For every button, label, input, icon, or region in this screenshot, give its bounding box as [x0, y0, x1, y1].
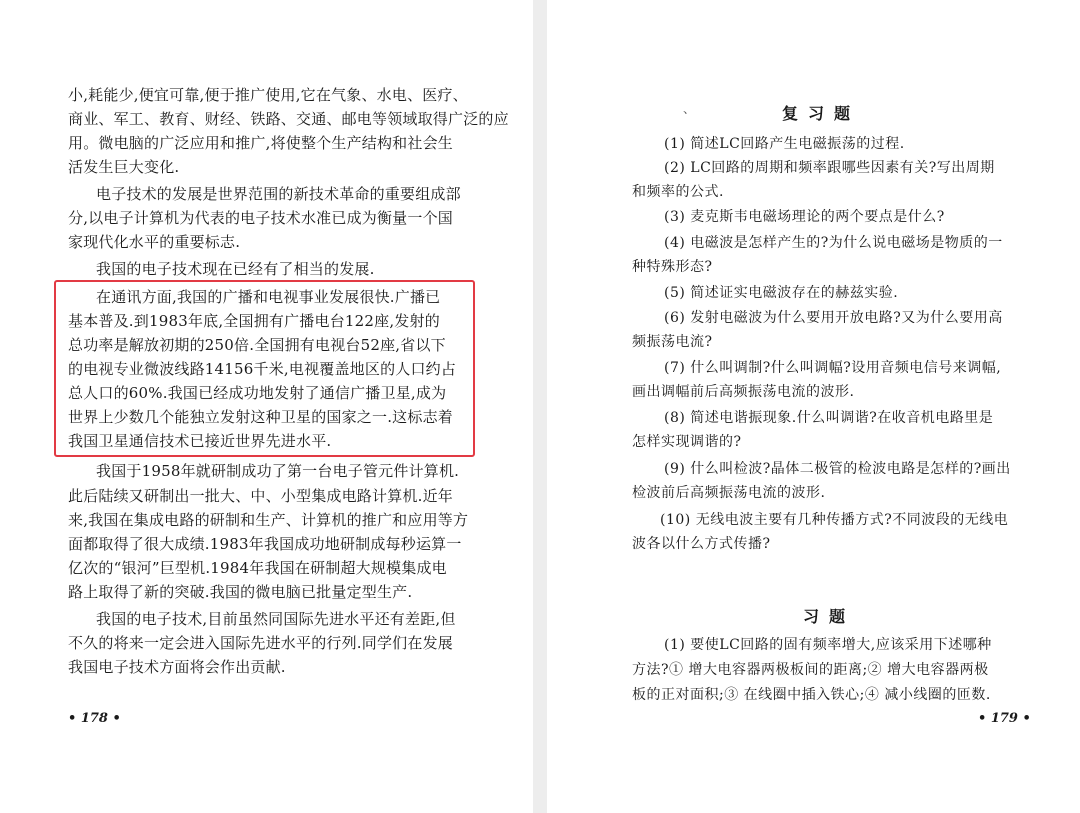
exercise-line: 板的正对面积;③ 在线圈中插入铁心;④ 减小线圈的匝数. [632, 687, 991, 703]
left-text-line: 我国的电子技术现在已经有了相当的发展. [96, 260, 375, 278]
review-question-line: (5) 简述证实电磁波存在的赫兹实验. [664, 285, 899, 301]
left-page-number: • 178 • [68, 711, 121, 726]
left-text-line: 小,耗能少,便宜可靠,便于推广使用,它在气象、水电、医疗、 [68, 86, 468, 104]
left-text-line: 活发生巨大变化. [68, 158, 180, 176]
left-text-line: 不久的将来一定会进入国际先进水平的行列.同学们在发展 [68, 634, 453, 652]
highlighted-text-line: 基本普及.到1983年底,全国拥有广播电台122座,发射的 [68, 312, 440, 330]
left-text-line: 来,我国在集成电路的研制和生产、计算机的推广和应用等方 [68, 511, 469, 529]
left-text-line: 用。微电脑的广泛应用和推广,将使整个生产结构和社会生 [68, 134, 453, 152]
left-text-line: 我国的电子技术,目前虽然同国际先进水平还有差距,但 [96, 610, 456, 628]
review-question-line: (4) 电磁波是怎样产生的?为什么说电磁场是物质的一 [664, 235, 1003, 251]
review-question-line: (3) 麦克斯韦电磁场理论的两个要点是什么? [664, 209, 945, 225]
left-text-line: 亿次的“银河”巨型机.1984年我国在研制超大规模集成电 [68, 559, 447, 577]
review-question-line: 怎样实现调谐的? [632, 434, 742, 450]
review-question-line: (9) 什么叫检波?晶体二极管的检波电路是怎样的?画出 [664, 461, 1011, 477]
tick-mark: 、 [683, 102, 696, 116]
review-question-line: (2) LC回路的周期和频率跟哪些因素有关?写出周期 [664, 160, 995, 176]
review-question-line: 和频率的公式. [632, 184, 724, 200]
left-text-line: 我国于1958年就研制成功了第一台电子管元件计算机. [96, 462, 460, 480]
left-text-line: 电子技术的发展是世界范围的新技术革命的重要组成部 [96, 185, 461, 203]
right-page-number: • 179 • [978, 711, 1031, 726]
review-question-line: 画出调幅前后高频振荡电流的波形. [632, 384, 855, 400]
highlighted-text-line: 在通讯方面,我国的广播和电视事业发展很快.广播已 [96, 288, 441, 306]
review-question-line: (6) 发射电磁波为什么要用开放电路?又为什么要用高 [664, 310, 1003, 326]
highlight-box [54, 280, 475, 457]
left-text-line: 我国电子技术方面将会作出贡献. [68, 658, 286, 676]
highlighted-text-line: 我国卫星通信技术已接近世界先进水平. [68, 432, 332, 450]
highlighted-text-line: 的电视专业微波线路14156千米,电视覆盖地区的人口约占 [68, 360, 457, 378]
review-question-line: 检波前后高频振荡电流的波形. [632, 485, 826, 501]
left-text-line: 家现代化水平的重要标志. [68, 233, 241, 251]
left-text-line: 路上取得了新的突破.我国的微电脑已批量定型生产. [68, 583, 413, 601]
review-heading: 复习题 [782, 104, 861, 123]
exercise-heading: 习题 [803, 607, 856, 626]
highlighted-text-line: 总人口的60%.我国已经成功地发射了通信广播卫星,成为 [68, 384, 447, 402]
review-question-line: 频振荡电流? [632, 334, 713, 350]
exercise-line: (1) 要使LC回路的固有频率增大,应该采用下述哪种 [664, 637, 992, 653]
left-text-line: 分,以电子计算机为代表的电子技术水准已成为衡量一个国 [68, 209, 453, 227]
review-question-line: (1) 简述LC回路产生电磁振荡的过程. [664, 136, 905, 152]
left-text-line: 商业、军工、教育、财经、铁路、交通、邮电等领域取得广泛的应 [68, 110, 509, 128]
review-question-line: 波各以什么方式传播? [632, 536, 771, 552]
review-question-line: (7) 什么叫调制?什么叫调幅?设用音频电信号来调幅, [664, 360, 1002, 376]
highlighted-text-line: 世界上少数几个能独立发射这种卫星的国家之一.这标志着 [68, 408, 453, 426]
exercise-line: 方法?① 增大电容器两极板间的距离;② 增大电容器两极 [632, 662, 989, 678]
left-text-line: 此后陆续又研制出一批大、中、小型集成电路计算机.近年 [68, 487, 453, 505]
left-text-line: 面都取得了很大成绩.1983年我国成功地研制成每秒运算一 [68, 535, 462, 553]
review-question-line: (8) 简述电谐振现象.什么叫调谐?在收音机电路里是 [664, 410, 994, 426]
review-question-line: 种特殊形态? [632, 259, 713, 275]
review-question-line: (10) 无线电波主要有几种传播方式?不同波段的无线电 [660, 512, 1009, 528]
highlighted-text-line: 总功率是解放初期的250倍.全国拥有电视台52座,省以下 [68, 336, 446, 354]
